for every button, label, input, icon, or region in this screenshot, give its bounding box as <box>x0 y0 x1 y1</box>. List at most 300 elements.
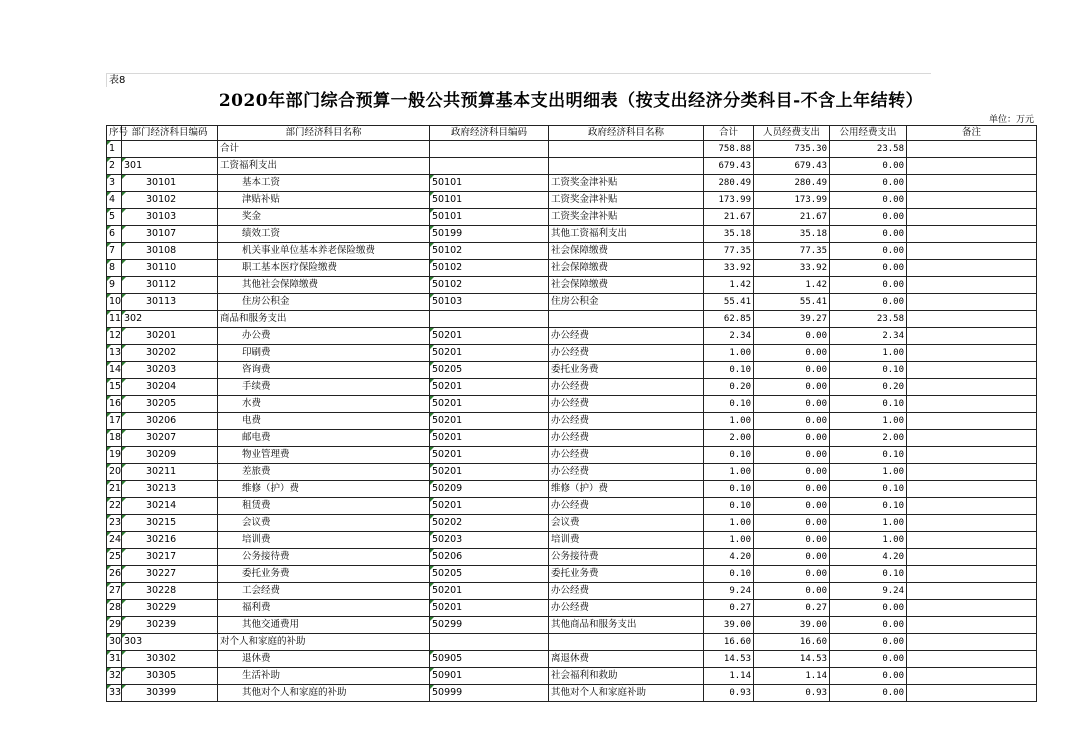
cell-gov-code: 50209 <box>430 481 549 498</box>
cell-gov-name: 社会保障缴费 <box>549 243 704 260</box>
cell-dept-code: 303 <box>122 634 218 651</box>
cell-public: 0.00 <box>830 158 907 175</box>
cell-gov-name: 办公经费 <box>549 447 704 464</box>
cell-gov-code: 50206 <box>430 549 549 566</box>
cell-gov-code: 50101 <box>430 209 549 226</box>
cell-seq: 20 <box>107 464 122 481</box>
cell-note <box>907 583 1037 600</box>
cell-total: 14.53 <box>704 651 754 668</box>
cell-personnel: 16.60 <box>754 634 830 651</box>
cell-gov-code: 50201 <box>430 464 549 481</box>
table-row <box>107 600 1037 617</box>
cell-note <box>907 617 1037 634</box>
table-row <box>107 311 1037 328</box>
cell-total: 758.88 <box>704 141 754 158</box>
cell-public: 0.20 <box>830 379 907 396</box>
cell-seq: 4 <box>107 192 122 209</box>
cell-total: 55.41 <box>704 294 754 311</box>
cell-public: 0.10 <box>830 481 907 498</box>
cell-gov-name: 工资奖金津补贴 <box>549 209 704 226</box>
cell-gov-name: 其他商品和服务支出 <box>549 617 704 634</box>
cell-personnel: 0.00 <box>754 464 830 481</box>
cell-note <box>907 668 1037 685</box>
cell-dept-name: 奖金 <box>218 209 430 226</box>
cell-gov-name: 社会福利和救助 <box>549 668 704 685</box>
cell-note <box>907 141 1037 158</box>
cell-gov-name <box>549 141 704 158</box>
cell-gov-code: 50905 <box>430 651 549 668</box>
cell-gov-code <box>430 158 549 175</box>
table-row <box>107 226 1037 243</box>
cell-public: 0.00 <box>830 685 907 702</box>
cell-seq: 26 <box>107 566 122 583</box>
table-row <box>107 158 1037 175</box>
table-row <box>107 515 1037 532</box>
cell-gov-code: 50103 <box>430 294 549 311</box>
cell-dept-code: 30305 <box>122 668 218 685</box>
table-row <box>107 209 1037 226</box>
cell-gov-name: 委托业务费 <box>549 362 704 379</box>
cell-seq: 27 <box>107 583 122 600</box>
table-row <box>107 481 1037 498</box>
cell-dept-name: 维修（护）费 <box>218 481 430 498</box>
table-body <box>107 141 1037 702</box>
budget-sheet <box>106 73 1036 702</box>
cell-personnel: 21.67 <box>754 209 830 226</box>
cell-total: 35.18 <box>704 226 754 243</box>
cell-dept-code: 30228 <box>122 583 218 600</box>
cell-gov-code: 50201 <box>430 328 549 345</box>
cell-personnel: 173.99 <box>754 192 830 209</box>
cell-gov-name: 社会保障缴费 <box>549 277 704 294</box>
cell-personnel: 33.92 <box>754 260 830 277</box>
cell-total: 1.00 <box>704 532 754 549</box>
cell-note <box>907 158 1037 175</box>
cell-seq: 32 <box>107 668 122 685</box>
table-row <box>107 277 1037 294</box>
cell-dept-code: 30101 <box>122 175 218 192</box>
cell-dept-code: 30107 <box>122 226 218 243</box>
table-row <box>107 583 1037 600</box>
cell-public: 0.10 <box>830 362 907 379</box>
cell-personnel: 77.35 <box>754 243 830 260</box>
cell-dept-name: 物业管理费 <box>218 447 430 464</box>
cell-public: 0.10 <box>830 498 907 515</box>
cell-gov-name: 其他工资福利支出 <box>549 226 704 243</box>
cell-total: 0.10 <box>704 447 754 464</box>
cell-gov-name: 办公经费 <box>549 600 704 617</box>
cell-gov-code: 50101 <box>430 192 549 209</box>
cell-dept-name: 差旅费 <box>218 464 430 481</box>
cell-dept-name: 其他社会保障缴费 <box>218 277 430 294</box>
cell-public: 0.00 <box>830 600 907 617</box>
cell-gov-name: 其他对个人和家庭补助 <box>549 685 704 702</box>
cell-personnel: 39.00 <box>754 617 830 634</box>
cell-gov-code <box>430 141 549 158</box>
cell-total: 1.00 <box>704 413 754 430</box>
cell-personnel: 14.53 <box>754 651 830 668</box>
cell-note <box>907 447 1037 464</box>
cell-dept-name: 水费 <box>218 396 430 413</box>
cell-dept-code: 30217 <box>122 549 218 566</box>
cell-note <box>907 311 1037 328</box>
table-row <box>107 498 1037 515</box>
cell-dept-code: 30213 <box>122 481 218 498</box>
cell-seq: 17 <box>107 413 122 430</box>
header-gov-name: 政府经济科目名称 <box>549 126 704 141</box>
cell-personnel: 735.30 <box>754 141 830 158</box>
cell-personnel: 0.00 <box>754 447 830 464</box>
cell-total: 679.43 <box>704 158 754 175</box>
cell-gov-name: 工资奖金津补贴 <box>549 192 704 209</box>
cell-total: 2.34 <box>704 328 754 345</box>
cell-gov-name: 维修（护）费 <box>549 481 704 498</box>
cell-public: 0.00 <box>830 175 907 192</box>
cell-gov-name: 办公经费 <box>549 498 704 515</box>
cell-gov-code: 50102 <box>430 260 549 277</box>
cell-personnel: 0.00 <box>754 549 830 566</box>
cell-dept-code: 30201 <box>122 328 218 345</box>
cell-dept-code: 30209 <box>122 447 218 464</box>
cell-dept-name: 办公费 <box>218 328 430 345</box>
cell-total: 0.93 <box>704 685 754 702</box>
cell-dept-code: 30216 <box>122 532 218 549</box>
cell-public: 1.00 <box>830 413 907 430</box>
header-note: 备注 <box>907 126 1037 141</box>
cell-gov-code: 50201 <box>430 345 549 362</box>
cell-dept-name: 咨询费 <box>218 362 430 379</box>
table-row <box>107 141 1037 158</box>
cell-seq: 2 <box>107 158 122 175</box>
cell-dept-name: 职工基本医疗保险缴费 <box>218 260 430 277</box>
header-dept-code: 部门经济科目编码 <box>122 126 218 141</box>
header-row <box>107 126 1037 141</box>
cell-seq: 18 <box>107 430 122 447</box>
cell-total: 77.35 <box>704 243 754 260</box>
cell-seq: 14 <box>107 362 122 379</box>
cell-dept-name: 对个人和家庭的补助 <box>218 634 430 651</box>
cell-dept-code: 30108 <box>122 243 218 260</box>
cell-public: 1.00 <box>830 532 907 549</box>
cell-gov-name: 住房公积金 <box>549 294 704 311</box>
cell-dept-code: 30239 <box>122 617 218 634</box>
cell-gov-code: 50202 <box>430 515 549 532</box>
cell-personnel: 39.27 <box>754 311 830 328</box>
cell-total: 9.24 <box>704 583 754 600</box>
cell-gov-name: 办公经费 <box>549 430 704 447</box>
cell-dept-name: 机关事业单位基本养老保险缴费 <box>218 243 430 260</box>
cell-dept-name: 手续费 <box>218 379 430 396</box>
table-row <box>107 260 1037 277</box>
cell-gov-code: 50201 <box>430 583 549 600</box>
table-row <box>107 685 1037 702</box>
cell-personnel: 679.43 <box>754 158 830 175</box>
cell-total: 62.85 <box>704 311 754 328</box>
cell-gov-name: 会议费 <box>549 515 704 532</box>
table-row <box>107 413 1037 430</box>
cell-seq: 7 <box>107 243 122 260</box>
cell-note <box>907 634 1037 651</box>
cell-total: 39.00 <box>704 617 754 634</box>
cell-public: 0.00 <box>830 617 907 634</box>
cell-note <box>907 328 1037 345</box>
cell-personnel: 0.93 <box>754 685 830 702</box>
cell-note <box>907 651 1037 668</box>
cell-note <box>907 345 1037 362</box>
cell-dept-name: 福利费 <box>218 600 430 617</box>
cell-note <box>907 566 1037 583</box>
cell-gov-code: 50901 <box>430 668 549 685</box>
cell-seq: 31 <box>107 651 122 668</box>
table-row <box>107 345 1037 362</box>
cell-seq: 12 <box>107 328 122 345</box>
table-row <box>107 243 1037 260</box>
cell-public: 0.00 <box>830 634 907 651</box>
cell-note <box>907 515 1037 532</box>
cell-personnel: 0.00 <box>754 396 830 413</box>
cell-seq: 13 <box>107 345 122 362</box>
cell-dept-name: 其他对个人和家庭的补助 <box>218 685 430 702</box>
cell-dept-name: 基本工资 <box>218 175 430 192</box>
cell-personnel: 0.00 <box>754 515 830 532</box>
cell-gov-code: 50101 <box>430 175 549 192</box>
cell-personnel: 0.00 <box>754 532 830 549</box>
header-gov-code: 政府经济科目编码 <box>430 126 549 141</box>
cell-seq: 23 <box>107 515 122 532</box>
cell-total: 16.60 <box>704 634 754 651</box>
cell-seq: 1 <box>107 141 122 158</box>
cell-note <box>907 600 1037 617</box>
cell-seq: 33 <box>107 685 122 702</box>
cell-public: 0.00 <box>830 651 907 668</box>
cell-dept-name: 工资福利支出 <box>218 158 430 175</box>
cell-total: 0.10 <box>704 481 754 498</box>
cell-total: 1.00 <box>704 345 754 362</box>
cell-dept-code: 30113 <box>122 294 218 311</box>
cell-dept-name: 绩效工资 <box>218 226 430 243</box>
cell-seq: 16 <box>107 396 122 413</box>
cell-gov-code: 50299 <box>430 617 549 634</box>
cell-dept-name: 工会经费 <box>218 583 430 600</box>
table-row <box>107 668 1037 685</box>
cell-gov-code <box>430 634 549 651</box>
cell-dept-name: 会议费 <box>218 515 430 532</box>
cell-total: 1.00 <box>704 464 754 481</box>
cell-dept-code: 30112 <box>122 277 218 294</box>
cell-note <box>907 226 1037 243</box>
header-personnel: 人员经费支出 <box>754 126 830 141</box>
cell-public: 2.00 <box>830 430 907 447</box>
cell-seq: 24 <box>107 532 122 549</box>
cell-personnel: 0.00 <box>754 345 830 362</box>
cell-seq: 28 <box>107 600 122 617</box>
cell-personnel: 0.00 <box>754 379 830 396</box>
cell-total: 0.27 <box>704 600 754 617</box>
cell-total: 21.67 <box>704 209 754 226</box>
cell-personnel: 0.00 <box>754 583 830 600</box>
cell-note <box>907 685 1037 702</box>
cell-total: 1.42 <box>704 277 754 294</box>
cell-gov-name: 办公经费 <box>549 379 704 396</box>
cell-note <box>907 430 1037 447</box>
cell-seq: 22 <box>107 498 122 515</box>
cell-dept-name: 生活补助 <box>218 668 430 685</box>
table-row <box>107 175 1037 192</box>
cell-note <box>907 396 1037 413</box>
cell-public: 0.00 <box>830 277 907 294</box>
cell-gov-name: 委托业务费 <box>549 566 704 583</box>
cell-seq: 9 <box>107 277 122 294</box>
cell-total: 0.10 <box>704 396 754 413</box>
cell-gov-name <box>549 158 704 175</box>
cell-dept-code: 30110 <box>122 260 218 277</box>
cell-public: 0.00 <box>830 192 907 209</box>
cell-gov-code: 50199 <box>430 226 549 243</box>
cell-seq: 15 <box>107 379 122 396</box>
cell-total: 280.49 <box>704 175 754 192</box>
page-title: 2020年部门综合预算一般公共预算基本支出明细表（按支出经济分类科目-不含上年结转） <box>218 91 924 111</box>
cell-gov-code: 50201 <box>430 396 549 413</box>
cell-seq: 25 <box>107 549 122 566</box>
cell-public: 0.00 <box>830 294 907 311</box>
cell-public: 0.10 <box>830 566 907 583</box>
cell-note <box>907 464 1037 481</box>
cell-gov-code: 50201 <box>430 447 549 464</box>
sheet-label: 表8 <box>106 73 931 87</box>
cell-dept-code: 30215 <box>122 515 218 532</box>
table-row <box>107 617 1037 634</box>
cell-note <box>907 498 1037 515</box>
cell-dept-name: 委托业务费 <box>218 566 430 583</box>
cell-personnel: 0.00 <box>754 413 830 430</box>
table-row <box>107 328 1037 345</box>
cell-public: 0.00 <box>830 260 907 277</box>
cell-gov-code: 50201 <box>430 413 549 430</box>
cell-public: 0.00 <box>830 243 907 260</box>
cell-seq: 5 <box>107 209 122 226</box>
cell-dept-code: 30207 <box>122 430 218 447</box>
table-row <box>107 192 1037 209</box>
cell-dept-code: 30302 <box>122 651 218 668</box>
cell-total: 0.20 <box>704 379 754 396</box>
cell-gov-code: 50201 <box>430 600 549 617</box>
cell-public: 23.58 <box>830 311 907 328</box>
cell-public: 1.00 <box>830 464 907 481</box>
cell-personnel: 35.18 <box>754 226 830 243</box>
cell-dept-code: 30202 <box>122 345 218 362</box>
cell-gov-name: 办公经费 <box>549 328 704 345</box>
cell-gov-name <box>549 311 704 328</box>
cell-dept-code: 30227 <box>122 566 218 583</box>
cell-note <box>907 379 1037 396</box>
cell-dept-name: 合计 <box>218 141 430 158</box>
header-seq: 序号 <box>107 126 122 141</box>
cell-gov-code: 50203 <box>430 532 549 549</box>
cell-gov-code: 50205 <box>430 362 549 379</box>
cell-personnel: 0.00 <box>754 430 830 447</box>
cell-dept-name: 公务接待费 <box>218 549 430 566</box>
header-dept-name: 部门经济科目名称 <box>218 126 430 141</box>
cell-gov-name: 离退休费 <box>549 651 704 668</box>
cell-seq: 3 <box>107 175 122 192</box>
cell-gov-code: 50102 <box>430 277 549 294</box>
table-row <box>107 430 1037 447</box>
cell-dept-name: 住房公积金 <box>218 294 430 311</box>
cell-public: 0.10 <box>830 396 907 413</box>
table-row <box>107 651 1037 668</box>
cell-seq: 6 <box>107 226 122 243</box>
cell-note <box>907 175 1037 192</box>
cell-gov-name: 社会保障缴费 <box>549 260 704 277</box>
cell-public: 0.00 <box>830 226 907 243</box>
cell-public: 1.00 <box>830 515 907 532</box>
table-row <box>107 566 1037 583</box>
cell-gov-code: 50102 <box>430 243 549 260</box>
cell-gov-name: 办公经费 <box>549 396 704 413</box>
cell-note <box>907 532 1037 549</box>
cell-dept-code: 30102 <box>122 192 218 209</box>
cell-public: 0.00 <box>830 668 907 685</box>
cell-dept-name: 其他交通费用 <box>218 617 430 634</box>
table-row <box>107 396 1037 413</box>
cell-personnel: 0.00 <box>754 566 830 583</box>
cell-seq: 21 <box>107 481 122 498</box>
cell-dept-code: 30203 <box>122 362 218 379</box>
cell-note <box>907 277 1037 294</box>
cell-dept-name: 培训费 <box>218 532 430 549</box>
table-row <box>107 549 1037 566</box>
cell-public: 1.00 <box>830 345 907 362</box>
cell-note <box>907 549 1037 566</box>
cell-total: 0.10 <box>704 566 754 583</box>
cell-dept-code <box>122 141 218 158</box>
table-row <box>107 447 1037 464</box>
cell-dept-code: 30214 <box>122 498 218 515</box>
cell-dept-name: 电费 <box>218 413 430 430</box>
table-row <box>107 294 1037 311</box>
cell-gov-name: 公务接待费 <box>549 549 704 566</box>
cell-personnel: 280.49 <box>754 175 830 192</box>
cell-gov-name: 办公经费 <box>549 464 704 481</box>
cell-total: 33.92 <box>704 260 754 277</box>
cell-gov-code <box>430 311 549 328</box>
cell-note <box>907 413 1037 430</box>
cell-note <box>907 243 1037 260</box>
cell-dept-code: 302 <box>122 311 218 328</box>
cell-personnel: 0.00 <box>754 328 830 345</box>
table-row <box>107 464 1037 481</box>
cell-public: 0.10 <box>830 447 907 464</box>
cell-gov-name: 工资奖金津补贴 <box>549 175 704 192</box>
header-total: 合计 <box>704 126 754 141</box>
cell-dept-name: 邮电费 <box>218 430 430 447</box>
cell-dept-code: 301 <box>122 158 218 175</box>
table-row <box>107 532 1037 549</box>
cell-personnel: 0.00 <box>754 481 830 498</box>
cell-note <box>907 481 1037 498</box>
cell-dept-name: 租赁费 <box>218 498 430 515</box>
cell-personnel: 55.41 <box>754 294 830 311</box>
cell-dept-code: 30399 <box>122 685 218 702</box>
cell-note <box>907 362 1037 379</box>
cell-dept-code: 30205 <box>122 396 218 413</box>
cell-note <box>907 294 1037 311</box>
cell-total: 173.99 <box>704 192 754 209</box>
cell-personnel: 1.14 <box>754 668 830 685</box>
cell-dept-code: 30206 <box>122 413 218 430</box>
cell-note <box>907 209 1037 226</box>
cell-public: 9.24 <box>830 583 907 600</box>
